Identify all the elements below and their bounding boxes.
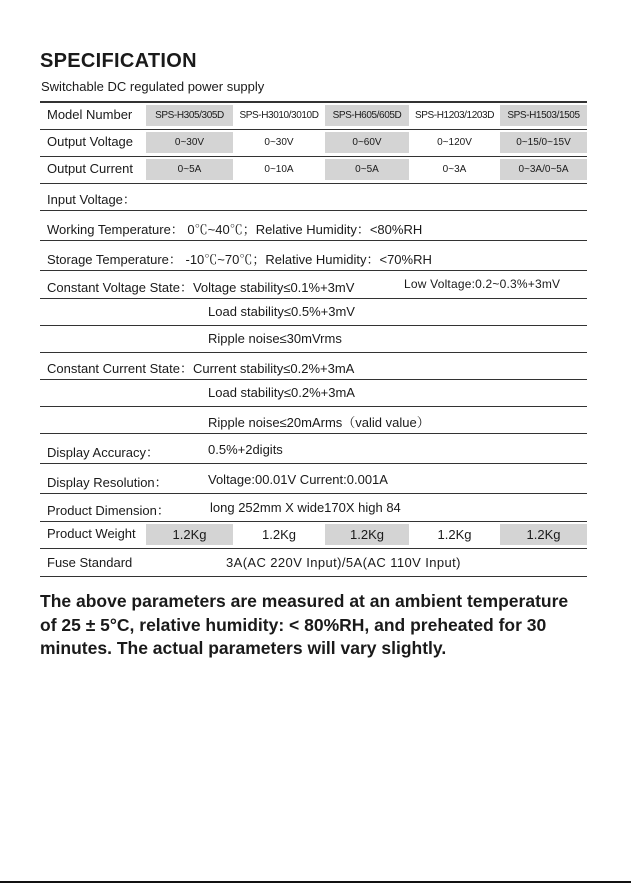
cc-load-stability-text: Load stability≤0.2%+3mA [208,385,355,400]
weight-cell: 1.2Kg [262,527,296,542]
output-current-cell: 0~10A [264,164,294,175]
display-accuracy-value: 0.5%+2digits [208,442,283,457]
constant-current-text: Constant Current State：Current stability≤0.2%+3mA [47,361,355,376]
model-number-row [40,101,587,130]
output-current-cell: 0~3A [442,164,467,175]
output-voltage-cell: 0~60V [325,132,409,153]
display-accuracy-label: Display Accuracy： [47,445,159,460]
model-cell: SPS-H1503/1505 [500,105,587,126]
output-voltage-cell: 0~15/0~15V [500,132,587,153]
display-accuracy-row [40,434,587,464]
output-voltage-cell: 0~30V [146,132,233,153]
output-voltage-cell: 0~30V [264,137,294,148]
output-voltage-label: Output Voltage [47,134,134,149]
output-current-cell: 0~3A/0~5A [500,159,587,180]
storage-temperature-text: Storage Temperature： -10℃~70℃；Relative Humidity：<70%RH [47,252,432,267]
output-current-row [40,157,587,184]
output-current-label: Output Current [47,161,133,176]
weight-cell: 1.2Kg [146,524,233,545]
cv-ripple-row [40,326,587,353]
constant-current-row [40,353,587,380]
model-cell: SPS-H1203/1203D [414,110,495,121]
model-cell: SPS-H305/305D [146,105,233,126]
input-voltage-text: Input Voltage： [47,192,136,207]
storage-temperature-row [40,241,587,271]
output-voltage-cell: 0~120V [437,137,472,148]
weight-cell: 1.2Kg [325,524,409,545]
model-number-label: Model Number [47,107,133,122]
constant-voltage-row [40,271,587,299]
model-cell: SPS-H605/605D [325,105,409,126]
output-current-cell: 0~5A [146,159,233,180]
fuse-standard-label: Fuse Standard [47,555,133,570]
output-current-cell: 0~5A [325,159,409,180]
model-cell: SPS-H3010/3010D [239,110,319,121]
product-weight-row [40,522,587,549]
fuse-standard-value: 3A(AC 220V Input)/5A(AC 110V Input) [226,555,461,570]
output-voltage-row [40,130,587,157]
low-voltage-text: Low Voltage:0.2~0.3%+3mV [404,277,561,291]
cv-load-stability-row [40,299,587,326]
cc-ripple-row [40,407,587,434]
working-temperature-text: Working Temperature： 0℃~40℃；Relative Humidity：<80%RH [47,222,423,237]
display-resolution-value: Voltage:00.01V Current:0.001A [208,472,388,487]
input-voltage-row [40,184,587,211]
product-dimension-value: long 252mm X wide170X high 84 [210,500,401,515]
display-resolution-row [40,464,587,494]
display-resolution-label: Display Resolution： [47,475,168,490]
constant-voltage-text: Constant Voltage State：Voltage stability≤0.1%+3mV [47,280,355,295]
measurement-note: The above parameters are measured at an ambient temperature of 25 ± 5°C, relative humidity: < 80%RH, and preheated for 30 minutes. The actual parameters will vary slightly. [40,591,569,658]
product-weight-label: Product Weight [47,526,136,541]
cc-load-stability-row [40,380,587,407]
cv-ripple-text: Ripple noise≤30mVrms [208,331,342,346]
cv-load-stability-text: Load stability≤0.5%+3mV [208,304,355,319]
fuse-standard-row [40,549,587,577]
product-dimension-row [40,494,587,522]
working-temperature-row [40,211,587,241]
weight-cell: 1.2Kg [500,524,587,545]
cc-ripple-text: Ripple noise≤20mArms（valid value） [208,415,430,430]
product-dimension-label: Product Dimension： [47,503,170,518]
weight-cell: 1.2Kg [437,527,472,542]
page-subtitle: Switchable DC regulated power supply [41,79,265,94]
specification-table [40,101,587,577]
page-title: SPECIFICATION [40,50,197,72]
